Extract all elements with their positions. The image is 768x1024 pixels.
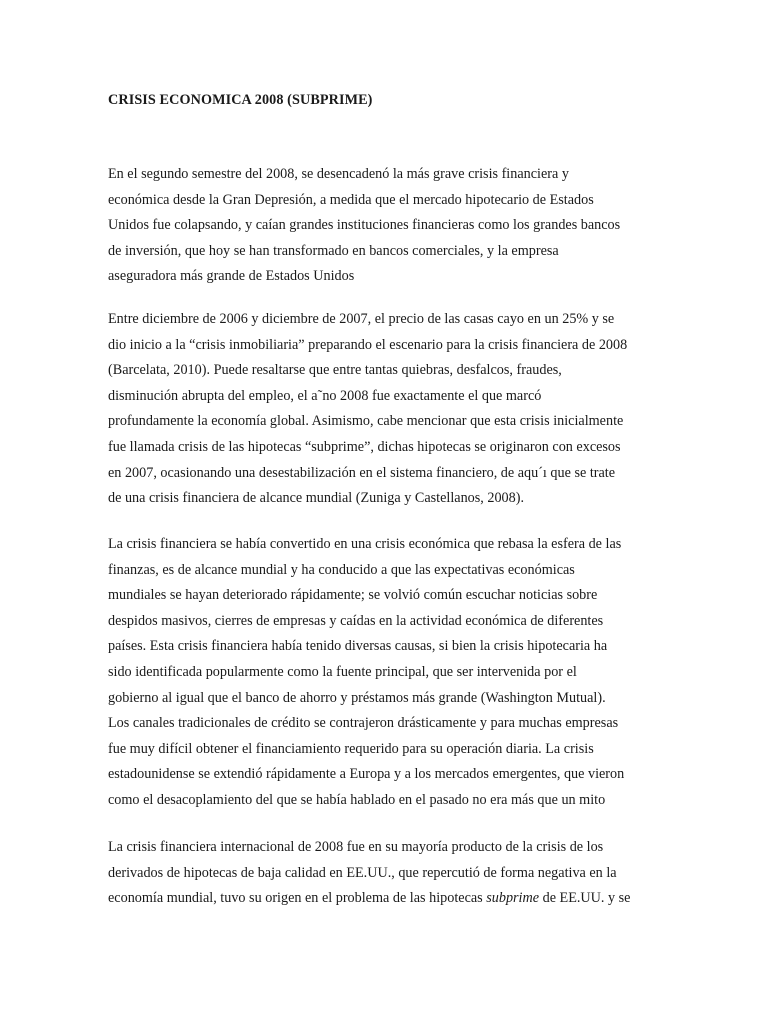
text-line: despidos masivos, cierres de empresas y caídas en la actividad económica de diferentes [108, 612, 604, 629]
text-line: La crisis financiera internacional de 2008 fue en su mayoría producto de la crisis de los [108, 839, 604, 855]
text-line: en 2007, ocasionando una desestabilización en el sistema financiero, de aqu´ı que se trate [108, 464, 616, 481]
text-line: dio inicio a la “crisis inmobiliaria” preparando el escenario para la crisis financiera de 2008 [108, 336, 628, 353]
paragraph-2 [108, 307, 668, 512]
text-line: disminución abrupta del empleo, el a˜no 2008 fue exactamente el que marcó [108, 387, 542, 404]
text-line: derivados de hipotecas de baja calidad en EE.UU., que repercutió de forma negativa en la [108, 864, 617, 881]
italic-term: subprime [486, 890, 540, 907]
text-line: Entre diciembre de 2006 y diciembre de 2007, el precio de las casas cayo en un 25% y se [108, 311, 615, 327]
text-segment: economía mundial, tuvo su origen en el problema de las hipotecas [108, 890, 487, 907]
text-line: de una crisis financiera de alcance mundial (Zuniga y Castellanos, 2008). [108, 490, 525, 507]
text-line: países. Esta crisis financiera había tenido diversas causas, si bien la crisis hipotecaria ha [108, 638, 608, 655]
text-line: fue muy difícil obtener el financiamiento requerido para su operación diaria. La crisis [108, 740, 594, 757]
text-line: sido identificada popularmente como la fuente principal, que ser intervenida por el [108, 663, 577, 680]
text-line: Unidos fue colapsando, y caían grandes instituciones financieras como los grandes bancos [108, 217, 621, 234]
paragraph-4 [108, 835, 668, 912]
text-line: En el segundo semestre del 2008, se desencadenó la más grave crisis financiera y [108, 166, 569, 182]
text-line: de inversión, que hoy se han transformado en bancos comerciales, y la empresa [108, 242, 559, 259]
text-line: finanzas, es de alcance mundial y ha conducido a que las expectativas económicas [108, 561, 575, 578]
text-line: profundamente la economía global. Asimismo, cabe mencionar que esta crisis inicialmente [108, 413, 624, 430]
text-line: mundiales se hayan deteriorado rápidamente; se volvió común escuchar noticias sobre [108, 587, 598, 604]
text-segment: de EE.UU. y se [539, 890, 631, 907]
text-line: fue llamada crisis de las hipotecas “subprime”, dichas hipotecas se originaron con excesos [108, 438, 621, 455]
text-line [108, 886, 668, 912]
text-line: aseguradora más grande de Estados Unidos [108, 268, 355, 285]
document-title: CRISIS ECONOMICA 2008 (SUBPRIME) [108, 92, 373, 108]
text-line: estadounidense se extendió rápidamente a Europa y a los mercados emergentes, que vieron [108, 766, 625, 783]
text-line: La crisis financiera se había convertido en una crisis económica que rebasa la esfera de las [108, 536, 622, 552]
text-line: Los canales tradicionales de crédito se contrajeron drásticamente y para muchas empresas [108, 715, 619, 732]
paragraph-1 [108, 162, 668, 290]
text-line: como el desacoplamiento del que se había hablado en el pasado no era más que un mito [108, 791, 606, 808]
text-line: económica desde la Gran Depresión, a medida que el mercado hipotecario de Estados [108, 191, 594, 208]
text-line: gobierno al igual que el banco de ahorro y préstamos más grande (Washington Mutual). [108, 689, 606, 706]
text-line: (Barcelata, 2010). Puede resaltarse que entre tantas quiebras, desfalcos, fraudes, [108, 362, 562, 379]
paragraph-3 [108, 532, 668, 814]
